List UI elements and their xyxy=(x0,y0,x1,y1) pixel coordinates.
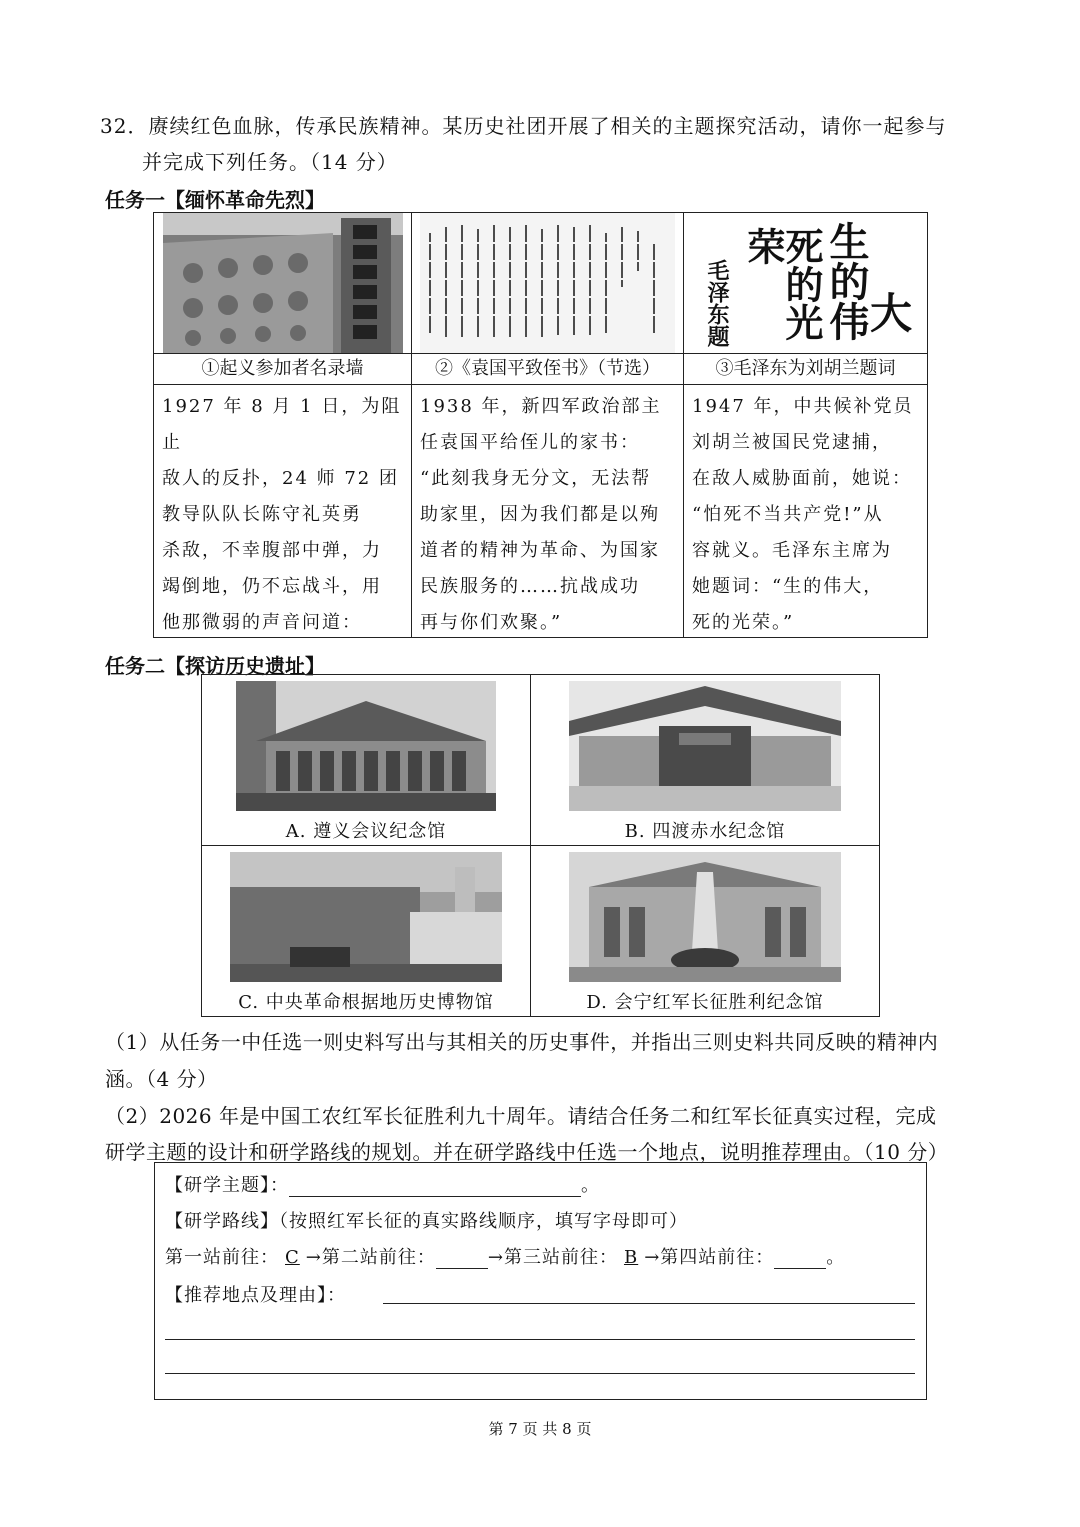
stop3-value[interactable]: B xyxy=(623,1247,639,1268)
source-3-line: 1947 年，中共候补党员 xyxy=(692,396,914,417)
site-b-caption: B. 四渡赤水纪念馆 xyxy=(624,821,786,842)
route-label: 【研学路线】（按照红军长征的真实路线顺序，填写字母即可） xyxy=(165,1211,688,1232)
source-2-line: 任袁国平给侄儿的家书： xyxy=(420,432,640,453)
calligraphy-right-column: 生的伟 xyxy=(823,221,870,341)
stop2-label: 第二站前往： xyxy=(321,1247,436,1268)
source-2-line: “此刻我身无分文，无法帮 xyxy=(420,468,652,489)
source-2-line: 民族服务的……抗战成功 xyxy=(420,576,640,597)
site-a-cell xyxy=(202,675,530,845)
page-footer: 第 7 页 共 8 页 xyxy=(488,1420,592,1438)
name-wall-photo xyxy=(154,213,411,353)
source-3-line: 容就义。毛泽东主席为 xyxy=(692,540,892,561)
source-1-text xyxy=(154,385,411,637)
source-1-line: 敌人的反扑，24 师 72 团 xyxy=(162,468,399,489)
calligraphy-image xyxy=(684,213,927,353)
chishui-memorial-photo xyxy=(569,681,841,811)
source-2-text xyxy=(412,385,683,637)
reason-blank-line-2[interactable] xyxy=(165,1339,915,1340)
route-row xyxy=(165,1243,845,1269)
task2-heading: 任务二【探访历史遗址】 xyxy=(105,654,325,678)
source-1-line: 1927 年 8 月 1 日，为阻止 xyxy=(162,396,402,453)
source-1-line: 杀敌，不幸腹部中弹，力 xyxy=(162,540,382,561)
source-3-line: “怕死不当共产党!”从 xyxy=(692,504,884,525)
source-2-line: 再与你们欢聚。” xyxy=(420,612,563,633)
route-arrow: → xyxy=(487,1247,504,1268)
letter-image xyxy=(412,213,683,353)
source-2-line: 助家里，因为我们都是以殉 xyxy=(420,504,660,525)
site-c-caption: C. 中央革命根据地历史博物馆 xyxy=(238,992,494,1013)
site-a-caption: A. 遵义会议纪念馆 xyxy=(285,821,447,842)
task2-table xyxy=(201,674,880,1017)
task1-table xyxy=(153,212,928,638)
site-c-cell xyxy=(202,846,530,1016)
subq2-line-1: （2）2026 年是中国工农红军长征胜利九十周年。请结合任务二和红军长征真实过程，完成 xyxy=(105,1104,937,1128)
source-3-line: 在敌人威胁面前，她说： xyxy=(692,468,912,489)
question-line-1: 32．赓续红色血脉，传承民族精神。某历史社团开展了相关的主题探究活动，请你一起参与 xyxy=(100,114,947,138)
stop1-value[interactable]: C xyxy=(285,1247,300,1268)
reason-blank-line-3[interactable] xyxy=(165,1373,915,1374)
subq2-line-2: 研学主题的设计和研学路线的规划。并在研学路线中任选一个地点，说明推荐理由。（10 分） xyxy=(105,1140,949,1164)
source-1-line: 竭倒地，仍不忘战斗，用 xyxy=(162,576,382,597)
zunyi-memorial-photo xyxy=(236,681,496,811)
theme-row xyxy=(165,1171,600,1197)
theme-blank[interactable] xyxy=(289,1176,581,1197)
route-arrow: → xyxy=(644,1247,661,1268)
source-2-line: 1938 年，新四军政治部主 xyxy=(420,396,662,417)
site-d-cell xyxy=(531,846,879,1016)
stops-end-mark: 。 xyxy=(826,1247,846,1268)
theme-end-mark: 。 xyxy=(581,1175,600,1196)
source-3-line: 刘胡兰被国民党逮捕， xyxy=(692,432,892,453)
central-base-museum-photo xyxy=(230,852,502,982)
theme-label: 【研学主题】： xyxy=(165,1175,289,1196)
subq1-line-1: （1）从任务一中任选一则史料写出与其相关的历史事件，并指出三则史料共同反映的精神内 xyxy=(105,1030,939,1054)
site-d-caption: D. 会宁红军长征胜利纪念馆 xyxy=(586,992,824,1013)
stop3-label: 第三站前往： xyxy=(503,1247,618,1268)
stop1-label: 第一站前往： xyxy=(165,1247,279,1268)
task1-heading: 任务一【缅怀革命先烈】 xyxy=(105,188,325,212)
source-3-text xyxy=(684,385,927,637)
source-1-line: 他那微弱的声音问道： xyxy=(162,612,362,633)
caption-letter: ②《袁国平致侄书》（节选） xyxy=(412,353,683,384)
calligraphy-signature: 毛泽东题 xyxy=(704,259,730,347)
source-2-line: 道者的精神为革命、为国家 xyxy=(420,540,660,561)
caption-name-wall: ①起义参加者名录墙 xyxy=(154,353,411,384)
answer-box xyxy=(154,1162,927,1400)
source-3-line: 她题词：“生的伟大， xyxy=(692,576,884,597)
reason-blank-line-1[interactable] xyxy=(383,1303,915,1304)
calligraphy-left-column: 死的光荣 xyxy=(741,227,824,341)
caption-inscription: ③毛泽东为刘胡兰题词 xyxy=(684,353,927,384)
source-3-line: 死的光荣。” xyxy=(692,612,795,633)
stop4-label: 第四站前往： xyxy=(660,1247,775,1268)
route-arrow: → xyxy=(305,1247,322,1268)
calligraphy-big-char: 大 xyxy=(870,289,913,338)
subq1-line-2: 涵。（4 分） xyxy=(105,1067,218,1091)
source-1-line: 教导队队长陈守礼英勇 xyxy=(162,504,362,525)
reason-label: 【推荐地点及理由】： xyxy=(165,1285,346,1306)
question-line-2: 并完成下列任务。（14 分） xyxy=(142,150,398,174)
stop2-blank[interactable] xyxy=(436,1248,488,1269)
site-b-cell xyxy=(531,675,879,845)
stop4-blank[interactable] xyxy=(774,1248,826,1269)
huining-memorial-photo xyxy=(569,852,841,982)
